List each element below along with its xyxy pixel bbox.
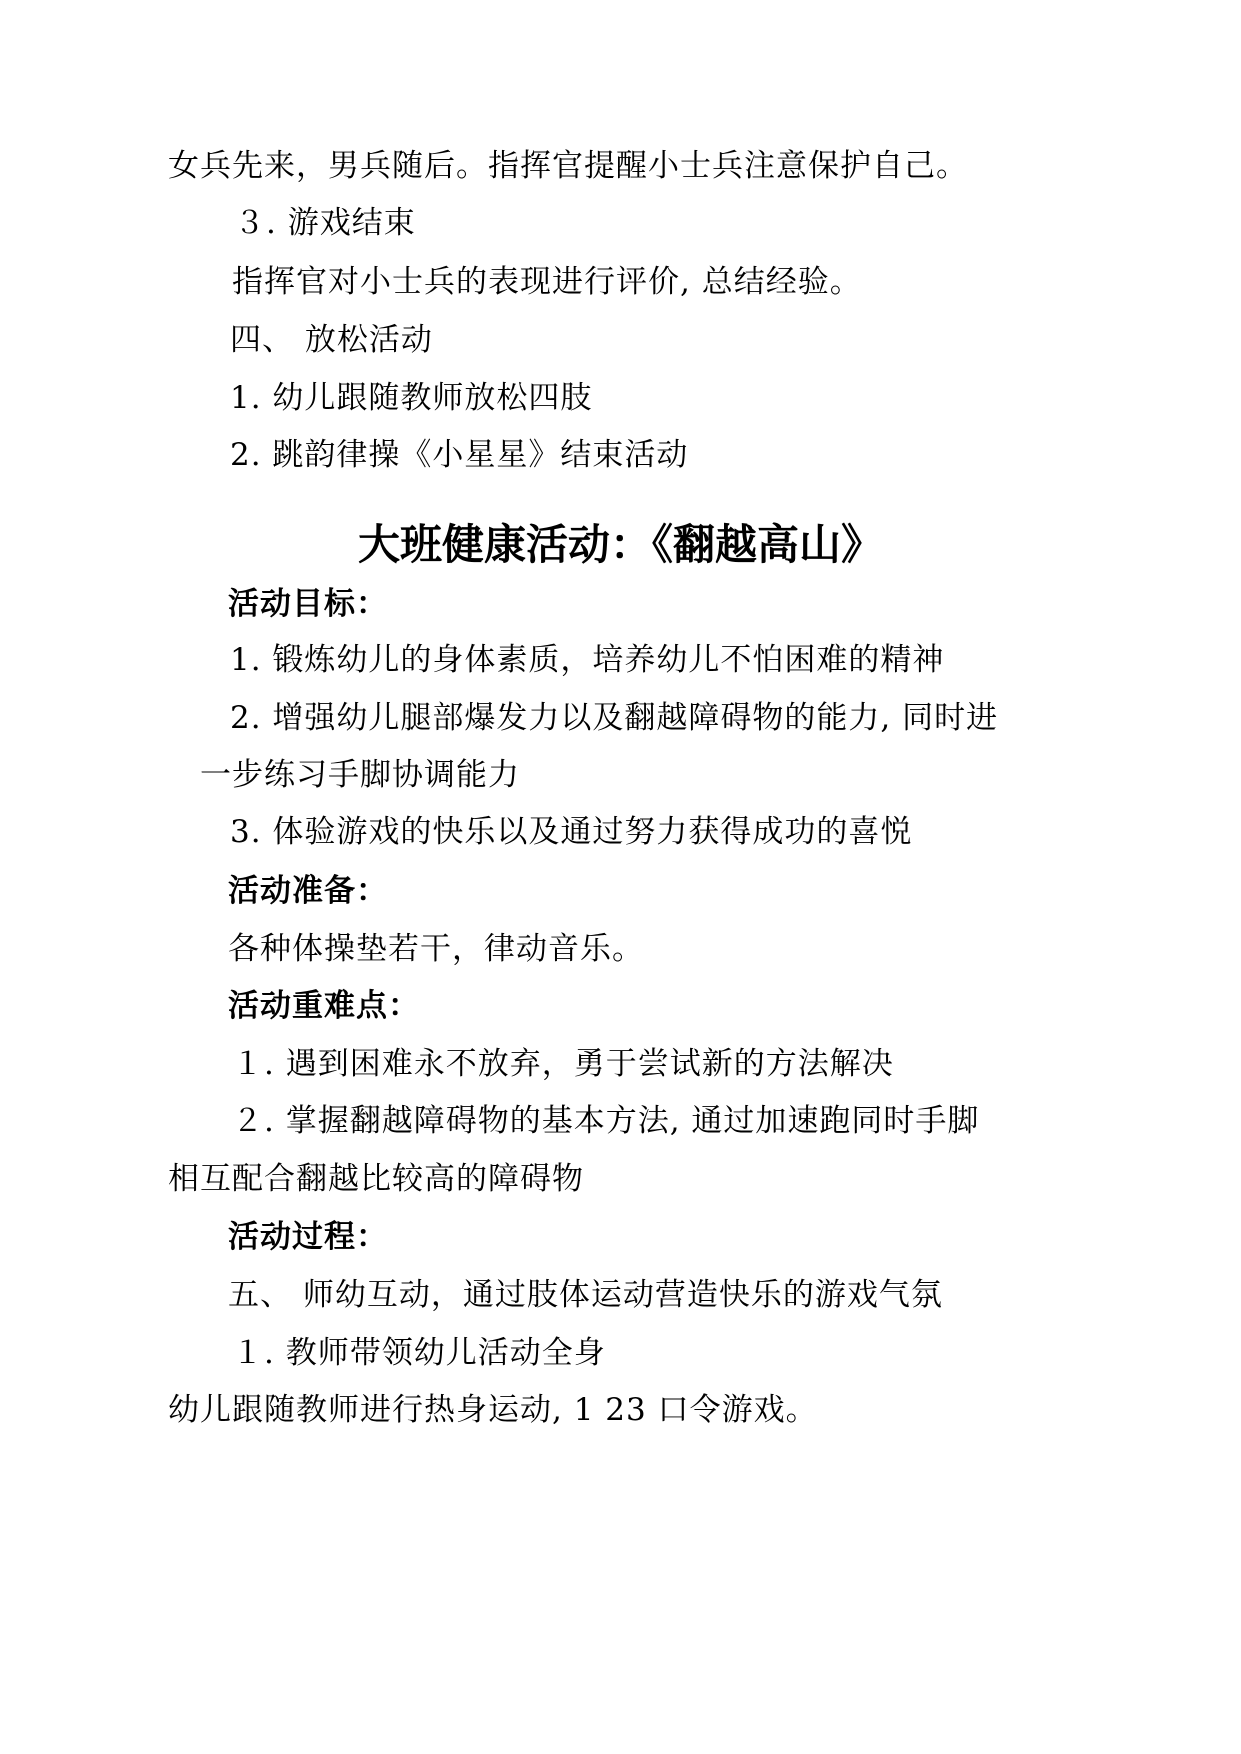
text-line: 幼儿跟随教师进行热身运动, 1 23 口令游戏。 [168,1392,818,1428]
list-item: １. 遇到困难永不放弃，勇于尝试新的方法解决 [232,1046,894,1082]
section-heading: ３. 游戏结束 [234,205,416,241]
list-item: 2. 增强幼儿腿部爆发力以及翻越障碍物的能力, 同时进 [230,700,999,736]
list-item: ２. 掌握翻越障碍物的基本方法, 通过加速跑同时手脚 [232,1103,980,1139]
list-item: 2. 跳韵律操《小星星》结束活动 [230,437,689,473]
list-item: 1. 锻炼幼儿的身体素质，培养幼儿不怕困难的精神 [230,642,945,678]
key-points-heading: 活动重难点： [228,988,420,1024]
section-heading: 四、 放松活动 [230,322,433,358]
text-line: 女兵先来，男兵随后。指挥官提醒小士兵注意保护自己。 [168,148,968,184]
page-title: 大班健康活动：《翻越高山》 [357,520,883,569]
text-line: 指挥官对小士兵的表现进行评价, 总结经验。 [232,264,862,300]
list-item: 1. 幼儿跟随教师放松四肢 [230,380,593,416]
section-heading: 五、 师幼互动，通过肢体运动营造快乐的游戏气氛 [228,1277,943,1313]
prep-heading: 活动准备： [228,873,388,909]
list-item: １. 教师带领幼儿活动全身 [232,1335,606,1371]
text-line: 各种体操垫若干，律动音乐。 [228,931,644,967]
goals-heading: 活动目标： [228,586,388,622]
process-heading: 活动过程： [228,1219,388,1255]
text-line: 一步练习手脚协调能力 [200,757,520,793]
text-line: 相互配合翻越比较高的障碍物 [168,1161,584,1197]
list-item: 3. 体验游戏的快乐以及通过努力获得成功的喜悦 [230,814,913,850]
